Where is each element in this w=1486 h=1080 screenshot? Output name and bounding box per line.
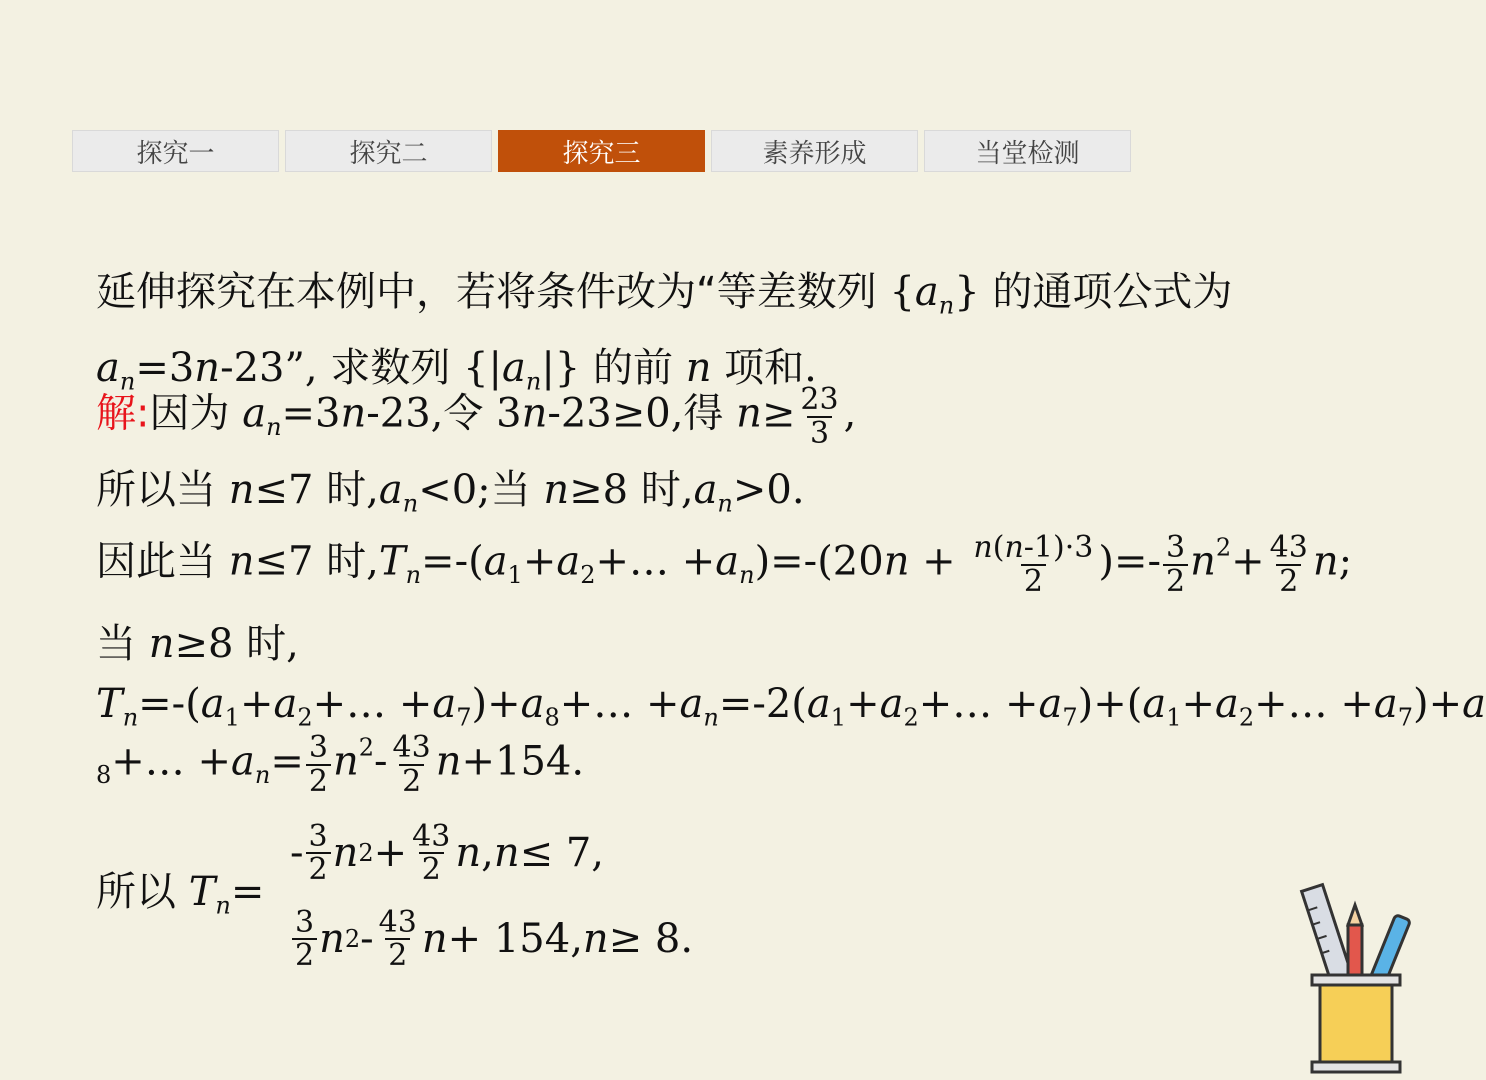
fraction-43-2: $\frac{43}{2}$ — [1269, 530, 1308, 599]
tab-explore-2[interactable]: 探究二 — [285, 130, 492, 172]
problem-line-2: $a_n=3n-23$”, 求数列 $\{|a_n|\}$ 的前 n 项和. — [96, 345, 817, 396]
fraction-3-2: $\frac{3}{2}$ — [1163, 532, 1188, 597]
solution-step-5-line-2: $_8$+… $+a_n=$ $\frac{3}{2}$ $n^2-$ $\frac{43}{2}$ n+154. — [96, 730, 585, 799]
solution-label: 解: — [96, 390, 150, 437]
solution-step-2: 所以当 n≤7 时$,a_n<0$;当 n≥8 时$,a_n>0$. — [96, 467, 805, 518]
case-1: - $\frac{3}{2}$ n 2 + $\frac{43}{2}$ n , n ≤ 7, — [290, 818, 605, 887]
sequence-an-symbol: $\{a_n\}$ — [889, 269, 980, 320]
problem-title-mid: 的通项公式为 — [992, 269, 1233, 315]
pencil-cup-icon — [1290, 880, 1420, 1080]
piecewise-cases — [290, 810, 693, 982]
tab-explore-3[interactable]: 探究三 — [498, 130, 705, 172]
case-2: $\frac{3}{2}$ n 2 - $\frac{43}{2}$ n + 154, n ≥ 8. — [290, 896, 693, 982]
solution-step-3: 因此当 n≤7 时$,T_n=-(a_1+a_2+\dots +a_n)=-(20n$ + $\frac{n(n-1)\cdot 3}{2}$ )=- $\frac{3}{2}$ $n^2+$ $\frac{43}{2}$ n; — [96, 530, 1353, 599]
tab-classroom-test[interactable]: 当堂检测 — [924, 130, 1131, 172]
problem-line-1 — [96, 269, 1233, 320]
solution-step-5-line-1: $T_n=-(a_1+a_2+\dots$ $+a_7)+a_8+\dots$ $+a_n=-2(a_1+a_2+\dots$ $+a_7)+(a_1+a_2+\dots +a_7)+a$ — [96, 681, 1486, 732]
solution-step-1: 解:因为 $a_n=3n-23$,令 3n-23≥0,得 n≥ $\frac{23}{3}$ , — [96, 382, 857, 451]
problem-title-prefix: 延伸探究在本例中，若将条件改为“等差数列 — [96, 269, 877, 315]
tab-literacy[interactable]: 素养形成 — [711, 130, 918, 172]
fraction-n-n-1-3-2: $\frac{n(n-1)\cdot 3}{2}$ — [973, 530, 1094, 599]
conclusion-label: 所以 $T_n=$ — [96, 869, 265, 920]
tab-explore-1[interactable]: 探究一 — [72, 130, 279, 172]
fraction-23-3: $\frac{23}{3}$ — [800, 382, 839, 451]
section-tabs — [72, 130, 1131, 172]
solution-step-4: 当 n≥8 时, — [96, 621, 299, 667]
